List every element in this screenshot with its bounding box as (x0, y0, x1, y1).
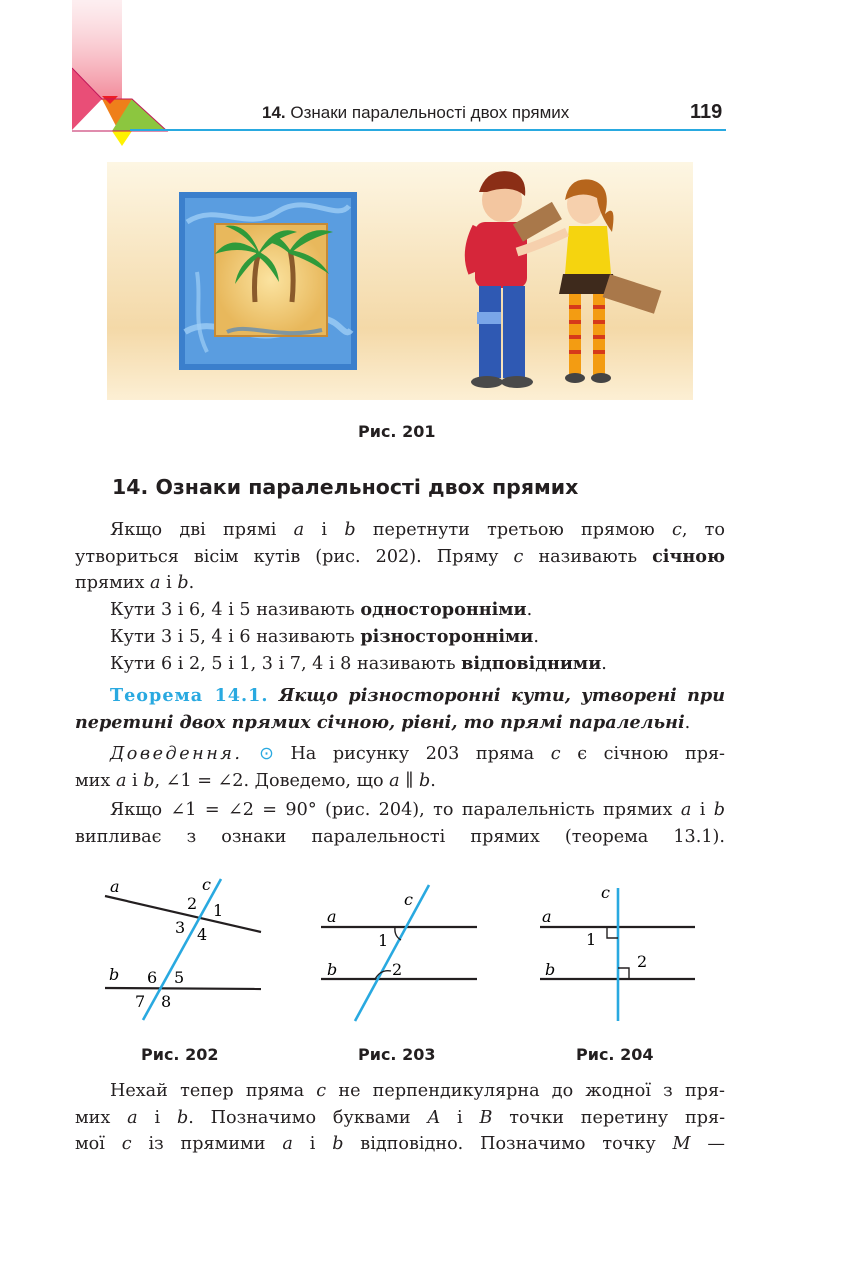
fig204-angle-2: 2 (637, 952, 648, 971)
figure-202-diagram (95, 872, 275, 1030)
fig203-label-c: c (404, 890, 413, 909)
paragraph-one-sided-angles: Кути 3 і 6, 4 і 5 називають односторонніми. (110, 599, 533, 620)
figure-204-caption: Рис. 204 (576, 1045, 654, 1064)
page-number: 119 (690, 101, 723, 123)
paragraph-corresponding-angles: Кути 6 і 2, 5 і 1, 3 і 7, 4 і 8 називають відповідними. (110, 653, 607, 674)
fig203-angle-2: 2 (392, 960, 403, 979)
fig204-right-angle-1 (607, 927, 618, 938)
chapter-corner-logo (72, 0, 172, 150)
figure-203-diagram (315, 878, 485, 1028)
fig204-label-a: a (542, 907, 552, 926)
theorem-label: Теорема 14.1. (110, 685, 269, 706)
paragraph-general-case: Нехай тепер пряма c не перпендикулярна до жодної з пря- мих a і b. Позначимо буквами A і B точки перетину пря- мої c із прямими a і b відповідно. Позначимо точку M — (75, 1081, 726, 1154)
fig204-label-c: c (601, 883, 610, 902)
figure-203-caption: Рис. 203 (358, 1045, 436, 1064)
fig202-angle-2: 2 (187, 894, 198, 913)
figure-202-caption: Рис. 202 (141, 1045, 219, 1064)
fig203-label-b: b (327, 960, 338, 979)
paragraph-transversal-definition: Якщо дві прямі a і b перетнути третьою прямою c, то утвориться вісім кутів (рис. 202). Пряму c називають січною прямих a і b. (75, 520, 726, 593)
fig204-angle-1: 1 (586, 930, 597, 949)
figure-201-illustration (107, 162, 693, 400)
paragraph-alternate-angles: Кути 3 і 5, 4 і 6 називають різносторонніми. (110, 626, 539, 647)
theorem-14-1: Теорема 14.1. Якщо різносторонні кути, утворені при перетині двох прямих січною, рівні, то прямі паралельні. (75, 685, 725, 733)
fig202-angle-4: 4 (197, 925, 208, 944)
figure-201-caption: Рис. 201 (358, 422, 436, 441)
header-rule (130, 129, 726, 131)
fig202-angle-6: 6 (147, 968, 158, 987)
running-header (262, 103, 569, 123)
fig202-label-a: a (110, 877, 120, 896)
proof-paragraph: Доведення. ⊙ На рисунку 203 пряма c є січною пря- мих a і b, ∠1 = ∠2. Доведемо, що a ∥ b. (75, 744, 725, 791)
fig204-right-angle-2 (618, 968, 629, 979)
fig203-line-c (355, 885, 429, 1021)
section-heading: 14. Ознаки паралельності двох прямих (112, 475, 579, 499)
fig202-label-b: b (109, 965, 120, 984)
fig202-angle-5: 5 (174, 968, 185, 987)
fig203-label-a: a (327, 907, 337, 926)
proof-label: Доведення. (110, 744, 243, 764)
water-picture (179, 192, 357, 370)
fig204-label-b: b (545, 960, 556, 979)
fig202-angle-3: 3 (175, 918, 186, 937)
fig203-angle-1: 1 (378, 931, 389, 950)
paragraph-perpendicular-case: Якщо ∠1 = ∠2 = 90° (рис. 204), то паралельність прямих a і b випливає з ознаки паралельності прямих (теорема 13.1). (75, 800, 726, 847)
fig202-line-c (143, 879, 224, 1020)
fig202-angle-1: 1 (213, 901, 224, 920)
fig202-angle-8: 8 (161, 992, 172, 1011)
fig202-angle-7: 7 (135, 992, 146, 1011)
fig202-line-b (105, 988, 261, 989)
running-header-title: Ознаки паралельності двох прямих (290, 103, 570, 122)
figure-204-diagram (535, 878, 705, 1028)
fig202-label-c: c (202, 875, 211, 894)
running-header-number: 14. (262, 103, 286, 122)
proof-start-icon: ⊙ (259, 744, 274, 764)
